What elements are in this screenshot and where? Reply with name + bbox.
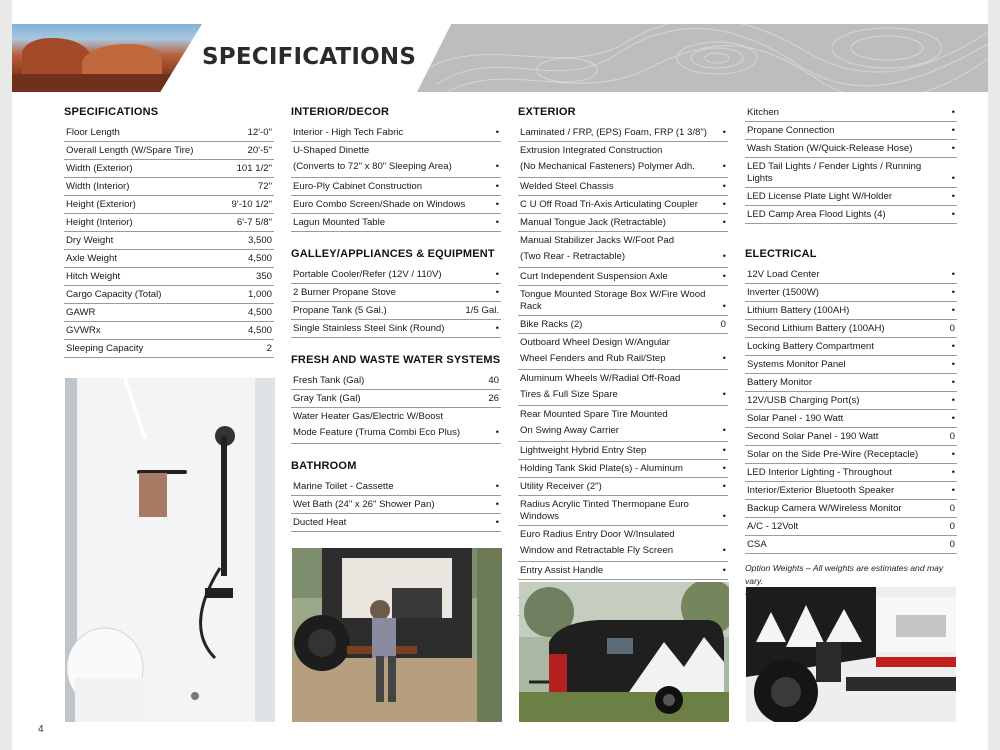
electrical-row xyxy=(745,284,957,302)
spec-row-value: 1,000 xyxy=(247,289,272,300)
electrical-row-value: 0 xyxy=(949,431,955,442)
specifications-title: SPECIFICATIONS xyxy=(64,106,159,118)
interior-row xyxy=(291,142,501,178)
electrical-row xyxy=(745,266,957,284)
interior-row-label: Euro-Ply Cabinet Construction xyxy=(293,181,423,192)
header-landscape-photo xyxy=(12,24,202,92)
exterior-row-label: Rear Mounted Spare Tire Mounted On Swing Away Carrier xyxy=(520,409,668,436)
spec-row-label: GAWR xyxy=(66,307,96,318)
electrical-row-label: A/C - 12Volt xyxy=(747,521,799,532)
electrical-row xyxy=(745,320,957,338)
exterior-row-value: • xyxy=(722,217,726,228)
trailer-exterior-photo xyxy=(519,582,729,722)
exterior-row-label: Utility Receiver (2") xyxy=(520,481,602,492)
exterior-row-label: Bike Racks (2) xyxy=(520,319,583,330)
bathroom-row-label: Wet Bath (24" x 26" Shower Pan) xyxy=(293,499,435,510)
exterior-row xyxy=(518,496,728,526)
spec-row-label: Cargo Capacity (Total) xyxy=(66,289,162,300)
exterior-row xyxy=(518,286,728,316)
electrical-row-label: 12V/USB Charging Port(s) xyxy=(747,395,860,406)
electrical-row-value: • xyxy=(951,395,955,406)
interior-row-label: Euro Combo Screen/Shade on Windows xyxy=(293,199,466,210)
exterior-row xyxy=(518,442,728,460)
exterior-cont-row xyxy=(745,140,957,158)
water-row-label: Fresh Tank (Gal) xyxy=(293,375,365,386)
exterior-row-label: Radius Acrylic Tinted Thermopane Euro Windows xyxy=(520,499,689,522)
exterior-cont-row xyxy=(745,158,957,188)
spec-row xyxy=(64,124,274,142)
water-title: FRESH AND WASTE WATER SYSTEMS xyxy=(291,354,501,366)
exterior-row xyxy=(518,178,728,196)
electrical-row-label: Solar Panel - 190 Watt xyxy=(747,413,844,424)
spec-row-label: Width (Interior) xyxy=(66,181,130,192)
electrical-row-label: Systems Monitor Panel xyxy=(747,359,846,370)
bathroom-row xyxy=(291,478,501,496)
exterior-cont-row-value: • xyxy=(951,143,955,154)
spec-row-value: 101 1/2" xyxy=(236,163,272,174)
exterior-row-label: Entry Assist Handle xyxy=(520,565,604,576)
exterior-row xyxy=(518,232,728,268)
spec-row-value: 2 xyxy=(266,343,272,354)
electrical-row xyxy=(745,338,957,356)
exterior-row-label: C U Off Road Tri-Axis Articulating Coupler xyxy=(520,199,698,210)
exterior-row-label: Manual Stabilizer Jacks W/Foot Pad (Two Rear - Retractable) xyxy=(520,235,675,262)
electrical-row-label: 12V Load Center xyxy=(747,269,820,280)
spec-row-value: 3,500 xyxy=(247,235,272,246)
spec-row xyxy=(64,232,274,250)
exterior-row-label: Holding Tank Skid Plate(s) - Aluminum xyxy=(520,463,683,474)
galley-row-value: 1/5 Gal. xyxy=(465,305,499,316)
electrical-row-label: Inverter (1500W) xyxy=(747,287,819,298)
exterior-row xyxy=(518,460,728,478)
bathroom-row-value: • xyxy=(495,481,499,492)
interior-row-value: • xyxy=(495,127,499,138)
exterior-row xyxy=(518,316,728,334)
spec-row xyxy=(64,142,274,160)
spec-row-label: Width (Exterior) xyxy=(66,163,133,174)
wet-bath-photo xyxy=(65,378,275,722)
spec-row-value: 6'-7 5/8" xyxy=(236,217,272,228)
spec-row-value: 9'-10 1/2" xyxy=(231,199,272,210)
exterior-row-value: • xyxy=(722,389,726,400)
spec-row xyxy=(64,160,274,178)
exterior-title: EXTERIOR xyxy=(518,106,576,118)
exterior-row-label: Curt Independent Suspension Axle xyxy=(520,271,668,282)
electrical-row-value: • xyxy=(951,377,955,388)
galley-row-value: • xyxy=(495,287,499,298)
water-table xyxy=(291,372,501,444)
electrical-row-value: • xyxy=(951,467,955,478)
exterior-row-label: Manual Tongue Jack (Retractable) xyxy=(520,217,666,228)
exterior-row-value: • xyxy=(722,199,726,210)
spec-row-label: Overall Length (W/Spare Tire) xyxy=(66,145,194,156)
spec-row xyxy=(64,196,274,214)
interior-row-label: Interior - High Tech Fabric xyxy=(293,127,404,138)
exterior-row-value: 0 xyxy=(720,319,726,330)
exterior-row xyxy=(518,478,728,496)
header-topographic-banner xyxy=(417,24,988,92)
exterior-row xyxy=(518,334,728,370)
exterior-row-value: • xyxy=(722,481,726,492)
exterior-row-value: • xyxy=(722,565,726,576)
spec-row-label: Height (Interior) xyxy=(66,217,133,228)
exterior-row-label: Euro Radius Entry Door W/Insulated Window and Retractable Fly Screen xyxy=(520,529,675,556)
bathroom-row-label: Marine Toilet - Cassette xyxy=(293,481,394,492)
electrical-row xyxy=(745,428,957,446)
electrical-row xyxy=(745,482,957,500)
spec-row-label: Hitch Weight xyxy=(66,271,121,282)
electrical-row xyxy=(745,500,957,518)
exterior-cont-row-label: LED Camp Area Flood Lights (4) xyxy=(747,209,886,220)
galley-row-value: • xyxy=(495,323,499,334)
electrical-row-value: • xyxy=(951,305,955,316)
galley-row-label: Propane Tank (5 Gal.) xyxy=(293,305,387,316)
exterior-cont-row-label: Propane Connection xyxy=(747,125,835,136)
spec-row xyxy=(64,250,274,268)
electrical-row-value: • xyxy=(951,449,955,460)
water-row-label: Gray Tank (Gal) xyxy=(293,393,361,404)
water-row xyxy=(291,390,501,408)
exterior-row xyxy=(518,268,728,286)
spec-row-value: 72" xyxy=(257,181,272,192)
exterior-cont-row xyxy=(745,206,957,224)
outdoor-kitchen-photo xyxy=(292,548,502,722)
exterior-cont-row-value: • xyxy=(951,191,955,202)
exterior-row-value: • xyxy=(722,445,726,456)
exterior-row-value: • xyxy=(722,511,726,522)
electrical-row-value: • xyxy=(951,287,955,298)
trailer-closeup-photo xyxy=(746,587,956,722)
specifications-table xyxy=(64,124,274,358)
exterior-row-label: Extrusion Integrated Construction (No Mechanical Fasteners) Polymer Adh. xyxy=(520,145,695,172)
interior-row-value: • xyxy=(495,161,499,172)
electrical-row-value: 0 xyxy=(949,521,955,532)
spec-row-label: GVWRx xyxy=(66,325,101,336)
spec-row-label: Sleeping Capacity xyxy=(66,343,144,354)
spec-row xyxy=(64,286,274,304)
spec-row xyxy=(64,214,274,232)
galley-row xyxy=(291,284,501,302)
electrical-row xyxy=(745,302,957,320)
exterior-row-label: Outboard Wheel Design W/Angular Wheel Fenders and Rub Rail/Step xyxy=(520,337,670,364)
galley-row xyxy=(291,320,501,338)
exterior-row-value: • xyxy=(722,353,726,364)
interior-row-value: • xyxy=(495,217,499,228)
exterior-row-label: Tongue Mounted Storage Box W/Fire Wood Rack xyxy=(520,289,706,312)
exterior-cont-row-label: Wash Station (W/Quick-Release Hose) xyxy=(747,143,913,154)
exterior-row-label: Aluminum Wheels W/Radial Off-Road Tires & Full Size Spare xyxy=(520,373,681,400)
electrical-title: ELECTRICAL xyxy=(745,248,817,260)
galley-row xyxy=(291,302,501,320)
exterior-cont-row-value: • xyxy=(951,125,955,136)
interior-row xyxy=(291,124,501,142)
spec-row-label: Dry Weight xyxy=(66,235,114,246)
spec-row-value: 20'-5" xyxy=(247,145,272,156)
spec-row-value: 12'-0" xyxy=(247,127,272,138)
exterior-cont-row xyxy=(745,122,957,140)
spec-row xyxy=(64,340,274,358)
interior-row-label: Lagun Mounted Table xyxy=(293,217,386,228)
exterior-row xyxy=(518,142,728,178)
electrical-row-label: LED Interior Lighting - Throughout xyxy=(747,467,892,478)
spec-row-label: Height (Exterior) xyxy=(66,199,136,210)
water-row-label: Water Heater Gas/Electric W/Boost Mode Feature (Truma Combi Eco Plus) xyxy=(293,411,461,438)
electrical-row-label: Locking Battery Compartment xyxy=(747,341,874,352)
interior-title: INTERIOR/DECOR xyxy=(291,106,390,118)
electrical-row-value: • xyxy=(951,413,955,424)
interior-row-label: U-Shaped Dinette (Converts to 72" x 80" Sleeping Area) xyxy=(293,145,452,172)
exterior-row-label: Laminated / FRP, (EPS) Foam, FRP (1 3/8") xyxy=(520,127,707,138)
electrical-row xyxy=(745,464,957,482)
electrical-row-value: 0 xyxy=(949,503,955,514)
bathroom-table xyxy=(291,478,501,532)
exterior-cont-row-value: • xyxy=(951,107,955,118)
exterior-row-value: • xyxy=(722,301,726,312)
electrical-row-value: • xyxy=(951,485,955,496)
electrical-row-label: Second Lithium Battery (100AH) xyxy=(747,323,885,334)
page-number: 4 xyxy=(38,724,44,735)
electrical-row xyxy=(745,446,957,464)
water-row-value: 26 xyxy=(488,393,499,404)
galley-row-label: Portable Cooler/Refer (12V / 110V) xyxy=(293,269,442,280)
electrical-row xyxy=(745,518,957,536)
exterior-row-label: Welded Steel Chassis xyxy=(520,181,614,192)
electrical-row xyxy=(745,410,957,428)
exterior-row-value: • xyxy=(722,161,726,172)
brochure-page xyxy=(12,0,988,750)
electrical-row-label: Interior/Exterior Bluetooth Speaker xyxy=(747,485,895,496)
exterior-row xyxy=(518,124,728,142)
exterior-row xyxy=(518,214,728,232)
interior-column xyxy=(291,106,501,532)
interior-row-value: • xyxy=(495,181,499,192)
specifications-section xyxy=(64,106,274,358)
electrical-row xyxy=(745,356,957,374)
electrical-row-label: Lithium Battery (100AH) xyxy=(747,305,850,316)
electrical-row xyxy=(745,374,957,392)
exterior-continued-table xyxy=(745,104,957,224)
exterior-row-value: • xyxy=(722,425,726,436)
exterior-row xyxy=(518,562,728,580)
electrical-row-value: 0 xyxy=(949,323,955,334)
exterior-cont-row-label: LED Tail Lights / Fender Lights / Running Lights xyxy=(747,161,922,184)
exterior-row-value: • xyxy=(722,463,726,474)
exterior-cont-row xyxy=(745,188,957,206)
spec-row-value: 350 xyxy=(255,271,272,282)
spec-row-value: 4,500 xyxy=(247,325,272,336)
galley-table xyxy=(291,266,501,338)
page-title: SPECIFICATIONS xyxy=(202,44,417,70)
exterior-cont-row xyxy=(745,104,957,122)
option-weights-note: Option Weights – All weights are estimates and may vary. xyxy=(745,563,944,586)
water-row xyxy=(291,408,501,444)
electrical-row-label: Backup Camera W/Wireless Monitor xyxy=(747,503,902,514)
electrical-row-value: 0 xyxy=(949,539,955,550)
electrical-row xyxy=(745,392,957,410)
galley-row xyxy=(291,266,501,284)
electrical-row-label: Solar on the Side Pre-Wire (Receptacle) xyxy=(747,449,919,460)
galley-title: GALLEY/APPLIANCES & EQUIPMENT xyxy=(291,248,495,260)
bathroom-row-value: • xyxy=(495,517,499,528)
exterior-row xyxy=(518,196,728,214)
interior-row xyxy=(291,196,501,214)
galley-row-label: Single Stainless Steel Sink (Round) xyxy=(293,323,445,334)
exterior-row-value: • xyxy=(722,127,726,138)
electrical-row-label: Second Solar Panel - 190 Watt xyxy=(747,431,879,442)
interior-table xyxy=(291,124,501,232)
water-row-value: 40 xyxy=(488,375,499,386)
interior-row-value: • xyxy=(495,199,499,210)
spec-row-label: Floor Length xyxy=(66,127,120,138)
spec-row-value: 4,500 xyxy=(247,253,272,264)
electrical-row-value: • xyxy=(951,269,955,280)
bathroom-row-value: • xyxy=(495,499,499,510)
spec-row-label: Axle Weight xyxy=(66,253,118,264)
exterior-table xyxy=(518,124,728,616)
spec-row xyxy=(64,268,274,286)
electrical-table xyxy=(745,266,957,554)
galley-row-value: • xyxy=(495,269,499,280)
electrical-row-label: CSA xyxy=(747,539,767,550)
spec-row xyxy=(64,178,274,196)
exterior-row xyxy=(518,526,728,562)
exterior-row xyxy=(518,406,728,442)
electrical-row-value: • xyxy=(951,341,955,352)
exterior-column xyxy=(518,106,728,616)
exterior-row-value: • xyxy=(722,181,726,192)
exterior-cont-row-label: LED License Plate Light W/Holder xyxy=(747,191,893,202)
exterior-cont-row-value: • xyxy=(951,209,955,220)
bathroom-row xyxy=(291,514,501,532)
galley-row-label: 2 Burner Propane Stove xyxy=(293,287,396,298)
exterior-cont-row-label: Kitchen xyxy=(747,107,779,118)
exterior-cont-row-value: • xyxy=(951,173,955,184)
spec-row xyxy=(64,304,274,322)
electrical-row xyxy=(745,536,957,554)
electrical-row-label: Battery Monitor xyxy=(747,377,813,388)
bathroom-title: BATHROOM xyxy=(291,460,357,472)
water-row xyxy=(291,372,501,390)
interior-row xyxy=(291,214,501,232)
exterior-row xyxy=(518,370,728,406)
interior-row xyxy=(291,178,501,196)
spec-row xyxy=(64,322,274,340)
electrical-column xyxy=(745,104,957,601)
exterior-row-value: • xyxy=(722,271,726,282)
electrical-row-value: • xyxy=(951,359,955,370)
bathroom-row xyxy=(291,496,501,514)
bathroom-row-label: Ducted Heat xyxy=(293,517,347,528)
spec-row-value: 4,500 xyxy=(247,307,272,318)
exterior-row-label: Lightweight Hybrid Entry Step xyxy=(520,445,647,456)
exterior-row-value: • xyxy=(722,545,726,556)
water-row-value: • xyxy=(495,427,499,438)
exterior-row-value: • xyxy=(722,251,726,262)
